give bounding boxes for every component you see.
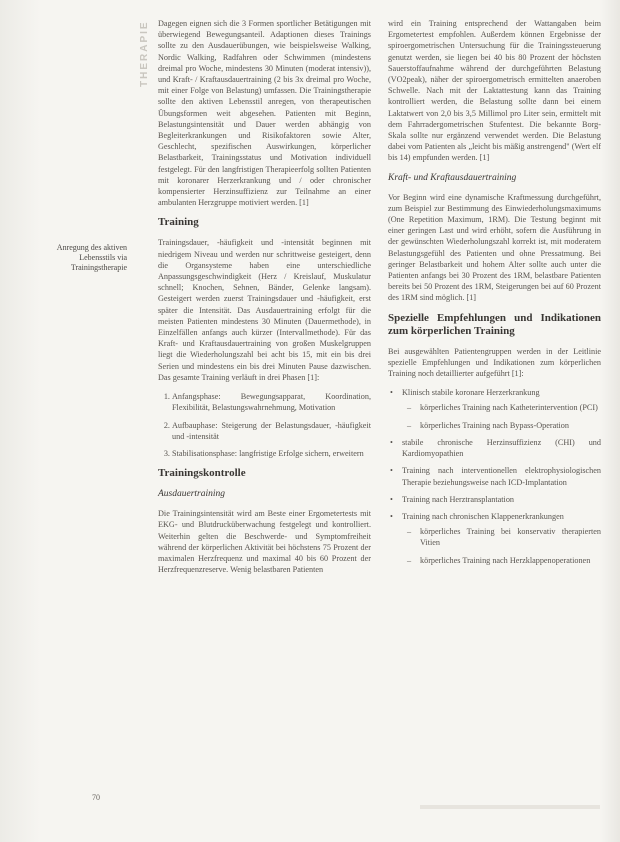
indication-subitem: – körperliches Training nach Bypass-Operation (416, 420, 601, 431)
indication-text: stabile chronische Herzinsuffizienz (CHI) und Kardiomyopathien (402, 437, 601, 459)
indication-text: Training nach interventionellen elektrophysiologischen Therapie beziehungsweise nach ICD-Implantation (402, 466, 601, 487)
indication-text: Klinisch stabile koronare Herzerkrankung (402, 388, 540, 398)
spiro-paragraph: wird ein Training entsprechend der Wattangaben beim Ergometertest empfohlen. Außerdem können Ergebnisse der spiroergometrischen Untersuchung für die Trainingssteuerung genutzt werden, sie liegen bei 40 bis 80 Prozent der höchsten Sauerstoffaufnahme während der durchgeführten Belastung (VO2peak), näher der spiroergometrisch ermittelten anaeroben Schwelle. Nach mit der Laktattestung kann das Training kontrolliert werden, die Belastung sollte dann bei einem Laktatwert von 2,0 bis 3,5 Millimol pro Liter sein, ermittelt mit dem Fahrradergometrischen Stufentest. Die bekannte Borg-Skala sollte nur ergänzend verwendet werden. Die Belastung dabei vom Patienten als „leicht bis mäßig anstrengend" (Wert elf bis 14) empfunden werden. [1] (388, 19, 601, 163)
indication-item (398, 511, 601, 566)
phases-list (158, 391, 371, 459)
section-tag: THERAPIE (139, 20, 150, 87)
margin-note: Anregung des aktiven Lebensstils via Trainingstherapie (56, 243, 127, 272)
indication-text: Training nach Herztransplantation (402, 494, 515, 504)
indication-subitem: – körperliches Training nach Herzklappenoperationen (416, 555, 601, 566)
strength-paragraph: Vor Beginn wird eine dynamische Kraftmessung durchgeführt, zum Beispiel zur Bestimmung des Einwiederholungsmaximums (One Repetition Maximum, 1RM). Die Testung beginnt mit einer geringen Last und wird erhöht, sofern die Ausführung in der gewünschten Wiederholungszahl korrekt ist, mit moderatem Belastungsgefühl des Patienten und ohne Pressatmung. Bei geringer Belastbarkeit und hohem Alter sollte auch unter die Patienten anfangs bei 30 Prozent des 1RM, belastbare Patienten bereits bei 50 Prozent des 1RM, Steigerungen bei auf 60 Prozent des 1RM sind möglich. [1] (388, 192, 601, 303)
indication-item (398, 465, 601, 487)
phase-item: 1. Anfangsphase: Bewegungsapparat, Koordination, Flexibilität, Belastungswahrnehmung, Motivation (172, 391, 371, 413)
indication-item (398, 387, 601, 431)
intro-paragraph: Dagegen eignen sich die 3 Formen sportlicher Betätigungen mit überwiegend Bewegungsanteil. Adaptionen dieses Trainings sollte zu den Ausdauerübungen, wie beispielsweise Walking, Nordic Walking, Radfahren oder Schwimmen (mindestens dreimal pro Woche, mindestens 30 Minuten (moderat intensiv)), und Kraft- / Kraftausdauertraining (2 bis 3x dreimal pro Woche, mit einer Folge von Belastung) umfassen. Die Trainingstherapie sollte den aktiven Lebensstil anregen, von therapeutischen Übungsformen weit abgesehen. Patienten mit Beginn, Belastungsintensität und Dauer werden abhängig von Begleiterkrankungen und Risikofaktoren sowie Alter, Geschlecht, spezifischen Auswirkungen, körperlicher Belastbarkeit, Trainingsstatus und Motivation individuell festgelegt. Für den langfristigen Therapieerfolg sollten Patienten mit koronarer Herzerkrankung und / oder chronischer kompensierter Herzinsuffizienz zur Teilnahme an einer ambulanten Herzgruppe motiviert werden. [1] (158, 19, 371, 208)
indication-subitem: – körperliches Training nach Katheterintervention (PCI) (416, 402, 601, 413)
endurance-subheading: Ausdauertraining (158, 489, 226, 500)
page-number: 70 (92, 793, 100, 802)
strength-subheading: Kraft- und Kraftausdauertraining (388, 172, 517, 183)
indication-sublist (406, 526, 601, 566)
indications-list (388, 387, 601, 565)
footer-divider (420, 805, 600, 809)
training-paragraph: Trainingsdauer, -häufigkeit und -intensität beginnen mit niedrigem Niveau und werden nur schrittweise gesteigert, denn die Organsysteme haben eine unterschiedliche Anpassungsgeschwindigkeit (Herz / Kreislauf, Muskulatur schnell; Knochen, Sehnen, Bänder, Gelenke langsam). Gesteigert werden zuerst Trainingsdauer und -häufigkeit, erst später die Intensität. Das Ausdauertraining erfolgt für die meisten Patienten mindestens 30 Minuten (Dauermethode), in Einzelfällen anfangs auch kürzer (Intervallmethode). Für das Kraft- und Kraftausdauertraining von großen Muskelgruppen liegt die Wiederholungszahl bei acht bis 15, mit ein bis drei Serien und mindestens ein bis drei Minuten Pause dazwischen. Das gesamte Training verläuft in drei Phasen [1]: (158, 238, 371, 382)
indication-item (398, 437, 601, 459)
control-heading: Trainingskontrolle (158, 467, 246, 480)
special-heading: Spezielle Empfehlungen und Indikationen zum körperlichen Training (388, 311, 601, 337)
right-column (388, 18, 601, 572)
phase-item: 2. Aufbauphase: Steigerung der Belastungsdauer, -häufigkeit und -intensität (172, 420, 371, 442)
special-intro: Bei ausgewählten Patientengruppen werden in der Leitlinie spezielle Empfehlungen und Indikationen zum körperlichen Training noch detaillierter aufgeführt [1]: (388, 346, 601, 379)
indication-item (398, 494, 601, 505)
training-heading: Training (158, 216, 199, 229)
indication-subitem: – körperliches Training bei konservativ therapierten Vitien (416, 526, 601, 548)
indication-text: Training nach chronischen Klappenerkrankungen (402, 511, 564, 521)
indication-sublist (406, 402, 601, 430)
left-column (158, 18, 371, 583)
phase-item: 3. Stabilisationsphase: langfristige Erfolge sichern, erweitern (172, 448, 371, 459)
endurance-paragraph: Die Trainingsintensität wird am Beste einer Ergometertests mit EKG- und Blutdrucküberwachung festgelegt und kontrolliert. Weiterhin gelten die Beschwerde- und Symptomfreiheit während der körperlichen Aktivität bei höchstens 75 Prozent der maximalen Herzfrequenz und maximal 40 bis 60 Prozent der Herzfrequenzreserve. Wenig belastbaren Patienten (158, 509, 371, 575)
